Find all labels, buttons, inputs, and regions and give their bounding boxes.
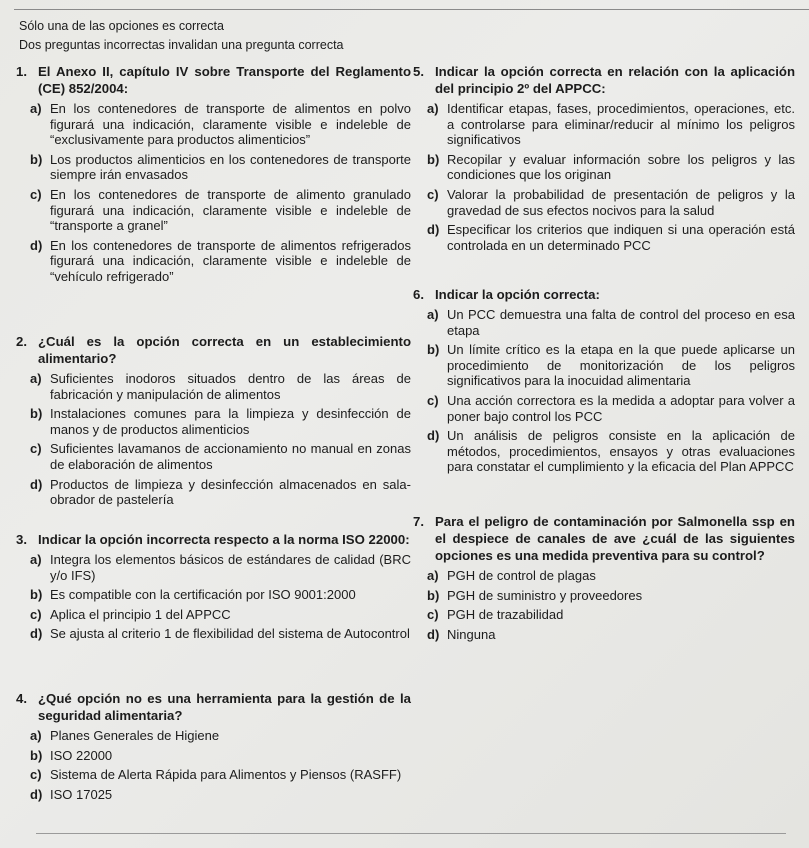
option-text: Una acción correctora es la medida a adoptar para volver a poner bajo control los PCC [447,392,795,424]
option-d[interactable] [16,477,411,508]
question-text: Indicar la opción incorrecta respecto a la norma ISO 22000: [38,532,410,547]
question-text: Para el peligro de contaminación por Salmonella ssp en el despiece de canales de ave ¿cuál de las siguientes opciones es una medida preventiva para su control? [435,514,795,563]
option-b[interactable] [16,152,411,183]
option-c[interactable] [413,187,795,218]
question-2 [16,333,411,512]
question-number: 7. [413,514,424,529]
option-a[interactable] [413,568,795,584]
option-text: Recopilar y evaluar información sobre los peligros y las condiciones que los originan [447,151,795,183]
option-text: ISO 17025 [50,786,113,802]
option-letter: d) [427,222,440,238]
option-letter: d) [30,476,43,492]
option-b[interactable] [16,587,411,603]
question-number: 1. [16,64,27,79]
option-text: Especificar los criterios que indiquen si una operación está controlada en un determinado PCC [447,222,795,253]
question-number: 5. [413,64,424,79]
option-letter: b) [427,151,440,167]
option-text: PGH de control de plagas [447,568,596,583]
option-c[interactable] [16,607,411,623]
option-b[interactable] [413,342,795,389]
option-letter: b) [427,342,440,358]
option-c[interactable] [16,187,411,234]
option-text: Valorar la probabilidad de presentación de peligros y la gravedad de sus efectos nocivos para la salud [447,186,795,218]
option-letter: b) [30,406,43,422]
option-d[interactable] [16,626,411,642]
option-c[interactable] [16,441,411,472]
option-text: Instalaciones comunes para la limpieza y desinfección de manos y de productos alimenticios [50,406,411,437]
option-letter: c) [30,186,42,202]
question-1 [16,63,411,289]
option-text: Integra los elementos básicos de estándares de calidad (BRC y/o IFS) [50,552,411,583]
option-text: Se ajusta al criterio 1 de flexibilidad del sistema de Autocontrol [50,626,410,642]
option-text: Los productos alimenticios en los contenedores de transporte siempre irán envasados [50,151,411,183]
option-letter: a) [427,101,439,116]
option-c[interactable] [16,767,411,783]
option-text: En los contenedores de transporte de alimentos refrigerados figurará una indicación, claramente visible e indeleble de “vehículo refrigerado” [50,237,411,284]
option-text: Es compatible con la certificación por ISO 9001:2000 [50,587,356,603]
option-d[interactable] [413,428,795,475]
option-letter: b) [30,747,43,763]
option-text: Productos de limpieza y desinfección almacenados en sala-obrador de pastelería [50,476,411,508]
option-letter: c) [30,606,42,622]
option-letter: b) [427,587,440,603]
question-number: 4. [16,691,27,706]
bottom-divider [36,833,786,834]
option-d[interactable] [16,238,411,285]
instruction-line-2: Dos preguntas incorrectas invalidan una pregunta correcta [19,38,344,52]
option-letter: c) [30,441,42,457]
question-4 [16,690,411,806]
option-text: Sistema de Alerta Rápida para Alimentos y Piensos (RASFF) [50,767,402,783]
option-letter: a) [30,728,42,743]
option-letter: d) [30,626,43,642]
question-6 [413,286,795,479]
option-a[interactable] [413,307,795,338]
question-text: Indicar la opción correcta: [435,287,600,302]
option-text: En los contenedores de transporte de alimentos en polvo figurará una indicación, claramente visible e indeleble de “exclusivamente para productos alimenticios” [50,101,411,148]
option-letter: a) [427,307,439,322]
question-number: 6. [413,287,424,302]
question-text: ¿Qué opción no es una herramienta para la gestión de la seguridad alimentaria? [38,691,411,723]
option-b[interactable] [16,406,411,437]
option-letter: a) [30,101,42,116]
option-letter: b) [30,151,43,167]
option-text: En los contenedores de transporte de alimento granulado figurará una indicación, claramente visible e indeleble de “transporte a granel” [50,186,411,234]
option-text: PGH de suministro y proveedores [447,587,643,603]
option-text: Aplica el principio 1 del APPCC [50,606,231,622]
question-3 [16,531,411,646]
option-letter: c) [427,607,439,623]
option-letter: a) [30,371,42,386]
option-b[interactable] [16,748,411,764]
question-text: Indicar la opción correcta en relación con la aplicación del principio 2º del APPCC: [435,64,795,96]
option-letter: d) [427,428,440,444]
option-d[interactable] [16,787,411,803]
option-b[interactable] [413,152,795,183]
instructions [19,16,344,55]
question-7 [413,513,795,646]
option-a[interactable] [16,371,411,402]
option-text: ISO 22000 [50,747,113,763]
option-b[interactable] [413,588,795,604]
option-d[interactable] [413,222,795,253]
question-number: 2. [16,334,27,349]
option-letter: d) [30,237,43,253]
question-5 [413,63,795,257]
option-text: Suficientes inodoros situados dentro de las áreas de fabricación y manipulación de alimentos [50,371,411,402]
option-text: Un PCC demuestra una falta de control del proceso en esa etapa [447,307,795,338]
option-a[interactable] [16,552,411,583]
question-number: 3. [16,532,27,547]
option-letter: c) [30,767,42,783]
option-text: Un límite crítico es la etapa en la que puede aplicarse un procedimiento de monitorización de los peligros significativos para la inocuidad alimentaria [447,342,795,389]
option-d[interactable] [413,627,795,643]
option-text: Identificar etapas, fases, procedimientos, operaciones, etc. a controlarse para eliminar/reducir al mínimo los peligros significativos [447,101,795,148]
option-letter: a) [427,568,439,583]
option-letter: d) [427,626,440,642]
option-letter: d) [30,786,43,802]
option-text: Planes Generales de Higiene [50,728,220,743]
option-c[interactable] [413,393,795,424]
option-text: PGH de trazabilidad [447,607,564,623]
option-a[interactable] [413,101,795,148]
top-divider [14,9,809,10]
option-text: Ninguna [447,626,496,642]
option-a[interactable] [16,728,411,744]
option-text: Un análisis de peligros consiste en la aplicación de métodos, procedimientos, ensayos y otras evaluaciones para constatar el cumplimiento y la eficacia del Plan APPCC [447,428,795,475]
option-text: Suficientes lavamanos de accionamiento no manual en zonas de elaboración de alimentos [50,441,411,472]
option-letter: b) [30,587,43,603]
option-letter: c) [427,186,439,202]
option-c[interactable] [413,607,795,623]
option-a[interactable] [16,101,411,148]
question-text: ¿Cuál es la opción correcta en un establecimiento alimentario? [38,334,411,366]
instruction-line-1: Sólo una de las opciones es correcta [19,19,224,33]
option-letter: a) [30,552,42,567]
option-letter: c) [427,392,439,408]
question-text: El Anexo II, capítulo IV sobre Transporte del Reglamento (CE) 852/2004: [38,64,411,96]
